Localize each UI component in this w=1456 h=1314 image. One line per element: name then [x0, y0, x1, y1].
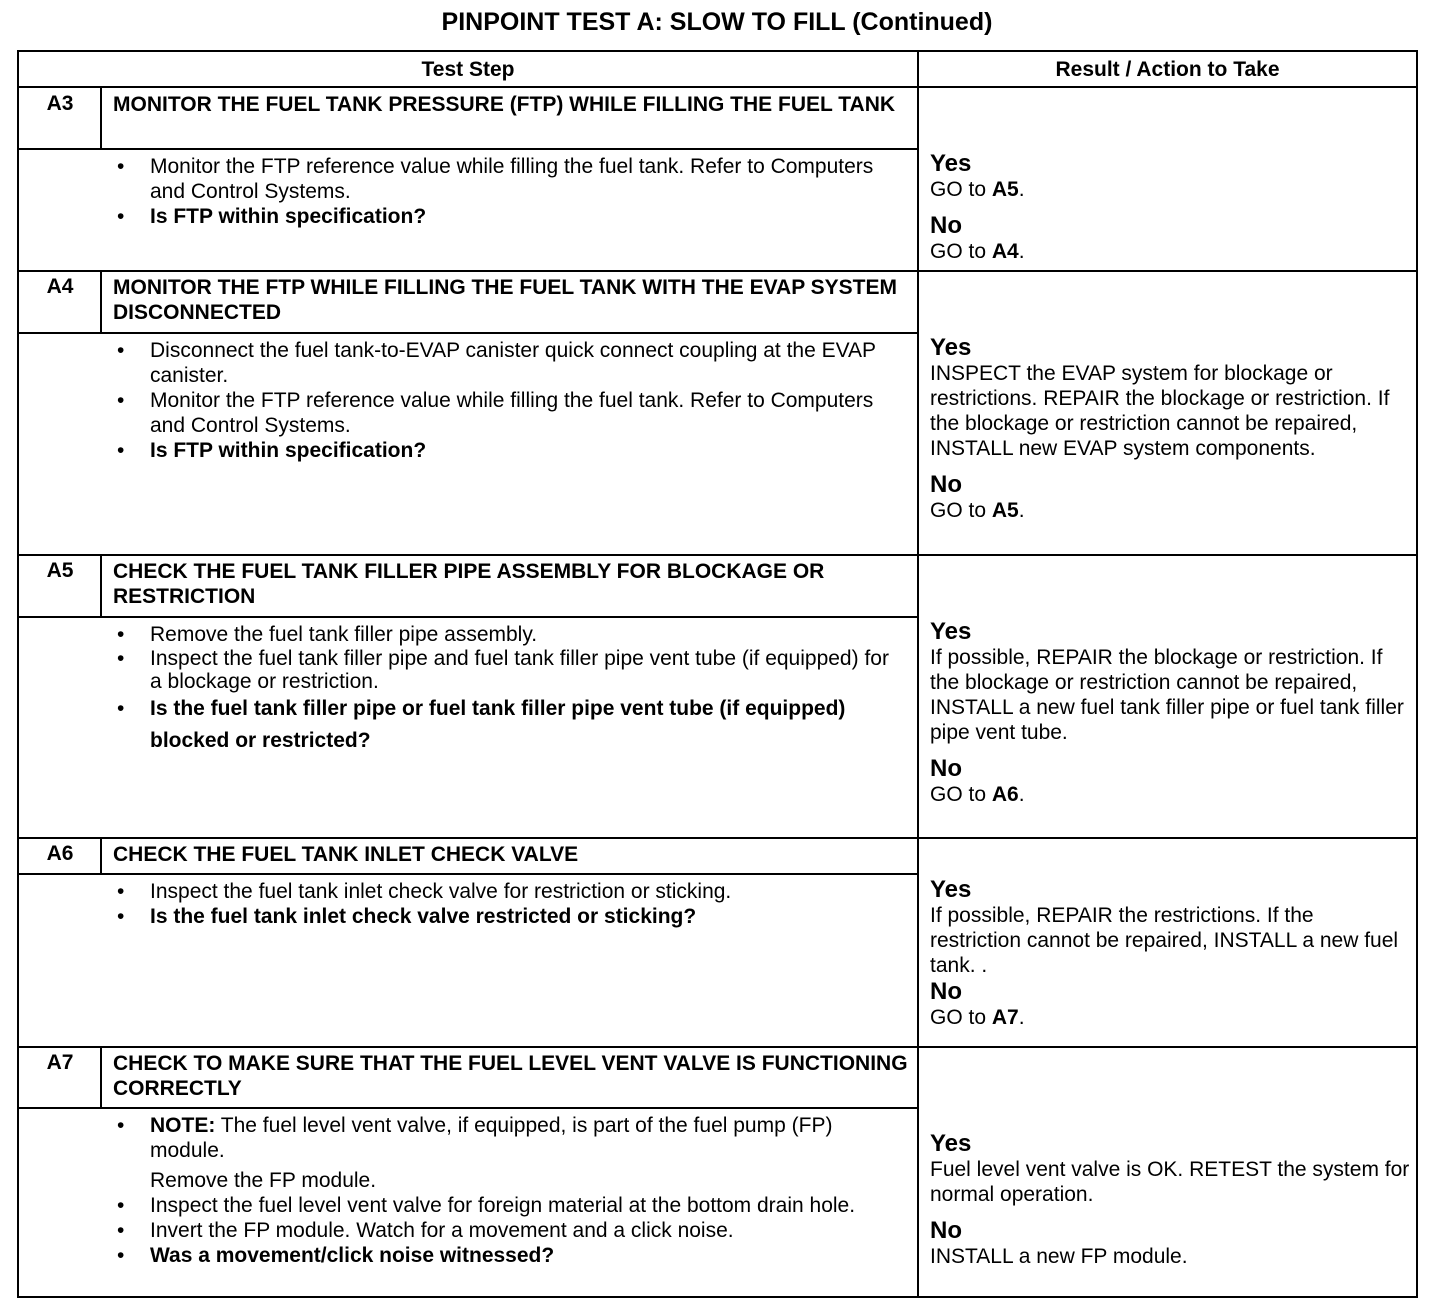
- step-question: • Was a movement/click noise witnessed?: [113, 1243, 903, 1268]
- yes-label: Yes: [930, 618, 972, 645]
- step-result: [930, 1130, 1410, 1269]
- no-action: GO to A6.: [930, 783, 1025, 806]
- step-result: [930, 150, 1410, 264]
- row-divider: [19, 554, 1416, 556]
- step-title: MONITOR THE FUEL TANK PRESSURE (FTP) WHILE FILLING THE FUEL TANK: [113, 93, 896, 116]
- step-title-divider: [19, 148, 918, 150]
- step-title: CHECK THE FUEL TANK INLET CHECK VALVE: [113, 843, 579, 866]
- note-label: NOTE:: [150, 1114, 216, 1137]
- step-title-divider: [19, 332, 918, 334]
- no-label: No: [930, 471, 962, 498]
- step-question: • Is the fuel tank inlet check valve restricted or sticking?: [113, 904, 903, 929]
- step-id: A6: [46, 842, 74, 865]
- yes-action: Fuel level vent valve is OK. RETEST the system for normal operation.: [930, 1158, 1410, 1206]
- note-follow: Remove the FP module.: [150, 1169, 377, 1192]
- page-title: PINPOINT TEST A: SLOW TO FILL (Continued): [441, 8, 993, 36]
- step-title-divider: [19, 616, 918, 618]
- yes-label: Yes: [930, 150, 972, 177]
- list-item: • Monitor the FTP reference value while filling the fuel tank. Refer to Computers and Control Systems.: [113, 154, 903, 204]
- yes-action: GO to A5.: [930, 178, 1025, 201]
- yes-action: INSPECT the EVAP system for blockage or restrictions. REPAIR the blockage or restriction. If the blockage or restriction cannot be repaired, INSTALL new EVAP system components.: [930, 362, 1390, 460]
- no-action: INSTALL a new FP module.: [930, 1245, 1188, 1268]
- list-item: • Invert the FP module. Watch for a movement and a click noise.: [113, 1218, 903, 1243]
- no-label: No: [930, 1217, 962, 1244]
- pinpoint-test-table: [17, 50, 1418, 1298]
- yes-label: Yes: [930, 876, 972, 903]
- row-divider: [19, 1046, 1416, 1048]
- no-label: No: [930, 755, 962, 782]
- yes-action: If possible, REPAIR the blockage or restriction. If the blockage or restriction cannot be repaired, INSTALL a new fuel tank filler pipe or fuel tank filler pipe vent tube.: [930, 646, 1404, 744]
- header-divider: [19, 86, 1416, 88]
- no-action: GO to A7.: [930, 1006, 1025, 1029]
- step-id: A4: [46, 275, 74, 298]
- step-title: CHECK TO MAKE SURE THAT THE FUEL LEVEL VENT VALVE IS FUNCTIONING CORRECTLY: [113, 1052, 908, 1100]
- list-item: • Inspect the fuel tank filler pipe and fuel tank filler pipe vent tube (if equipped) for a blockage or restriction.: [113, 647, 903, 693]
- step-result: [930, 876, 1410, 1030]
- step-title: MONITOR THE FTP WHILE FILLING THE FUEL TANK WITH THE EVAP SYSTEM DISCONNECTED: [113, 276, 898, 324]
- no-action: GO to A4.: [930, 240, 1025, 263]
- step-id: A7: [46, 1051, 74, 1074]
- step-question: • Is the fuel tank filler pipe or fuel tank filler pipe vent tube (if equipped) blocked or restricted?: [113, 693, 903, 757]
- step-id: A5: [46, 559, 74, 582]
- list-item: • Monitor the FTP reference value while filling the fuel tank. Refer to Computers and Control Systems.: [113, 388, 903, 438]
- row-divider: [19, 270, 1416, 272]
- list-item: • Remove the fuel tank filler pipe assembly.: [113, 622, 903, 647]
- step-actions: [113, 879, 903, 929]
- step-title: CHECK THE FUEL TANK FILLER PIPE ASSEMBLY FOR BLOCKAGE OR RESTRICTION: [113, 560, 825, 608]
- header-test-step: Test Step: [421, 58, 515, 81]
- note-text: The fuel level vent valve, if equipped, is part of the fuel pump (FP) module.: [150, 1114, 833, 1162]
- step-actions: [113, 154, 903, 229]
- step-result: [930, 618, 1410, 807]
- list-item: • Inspect the fuel tank inlet check valve for restriction or sticking.: [113, 879, 903, 904]
- no-action: GO to A5.: [930, 499, 1025, 522]
- step-id: A3: [46, 92, 74, 115]
- no-label: No: [930, 978, 962, 1005]
- yes-label: Yes: [930, 1130, 972, 1157]
- step-title-divider: [19, 873, 918, 875]
- no-label: No: [930, 212, 962, 239]
- step-result: [930, 334, 1410, 523]
- step-actions: [113, 622, 903, 757]
- step-actions: [113, 338, 903, 463]
- step-title-divider: [19, 1107, 918, 1109]
- yes-label: Yes: [930, 334, 972, 361]
- list-item: • Inspect the fuel level vent valve for foreign material at the bottom drain hole.: [113, 1193, 903, 1218]
- note-item: [113, 1113, 903, 1163]
- row-divider: [19, 837, 1416, 839]
- step-question: • Is FTP within specification?: [113, 204, 903, 229]
- step-question: • Is FTP within specification?: [113, 438, 903, 463]
- yes-action: If possible, REPAIR the restrictions. If the restriction cannot be repaired, INSTALL a new fuel tank. .: [930, 904, 1399, 977]
- list-item: • Disconnect the fuel tank-to-EVAP canister quick connect coupling at the EVAP canister.: [113, 338, 903, 388]
- step-actions: [113, 1113, 903, 1268]
- column-divider: [917, 52, 919, 1298]
- header-result-action: Result / Action to Take: [1055, 58, 1280, 81]
